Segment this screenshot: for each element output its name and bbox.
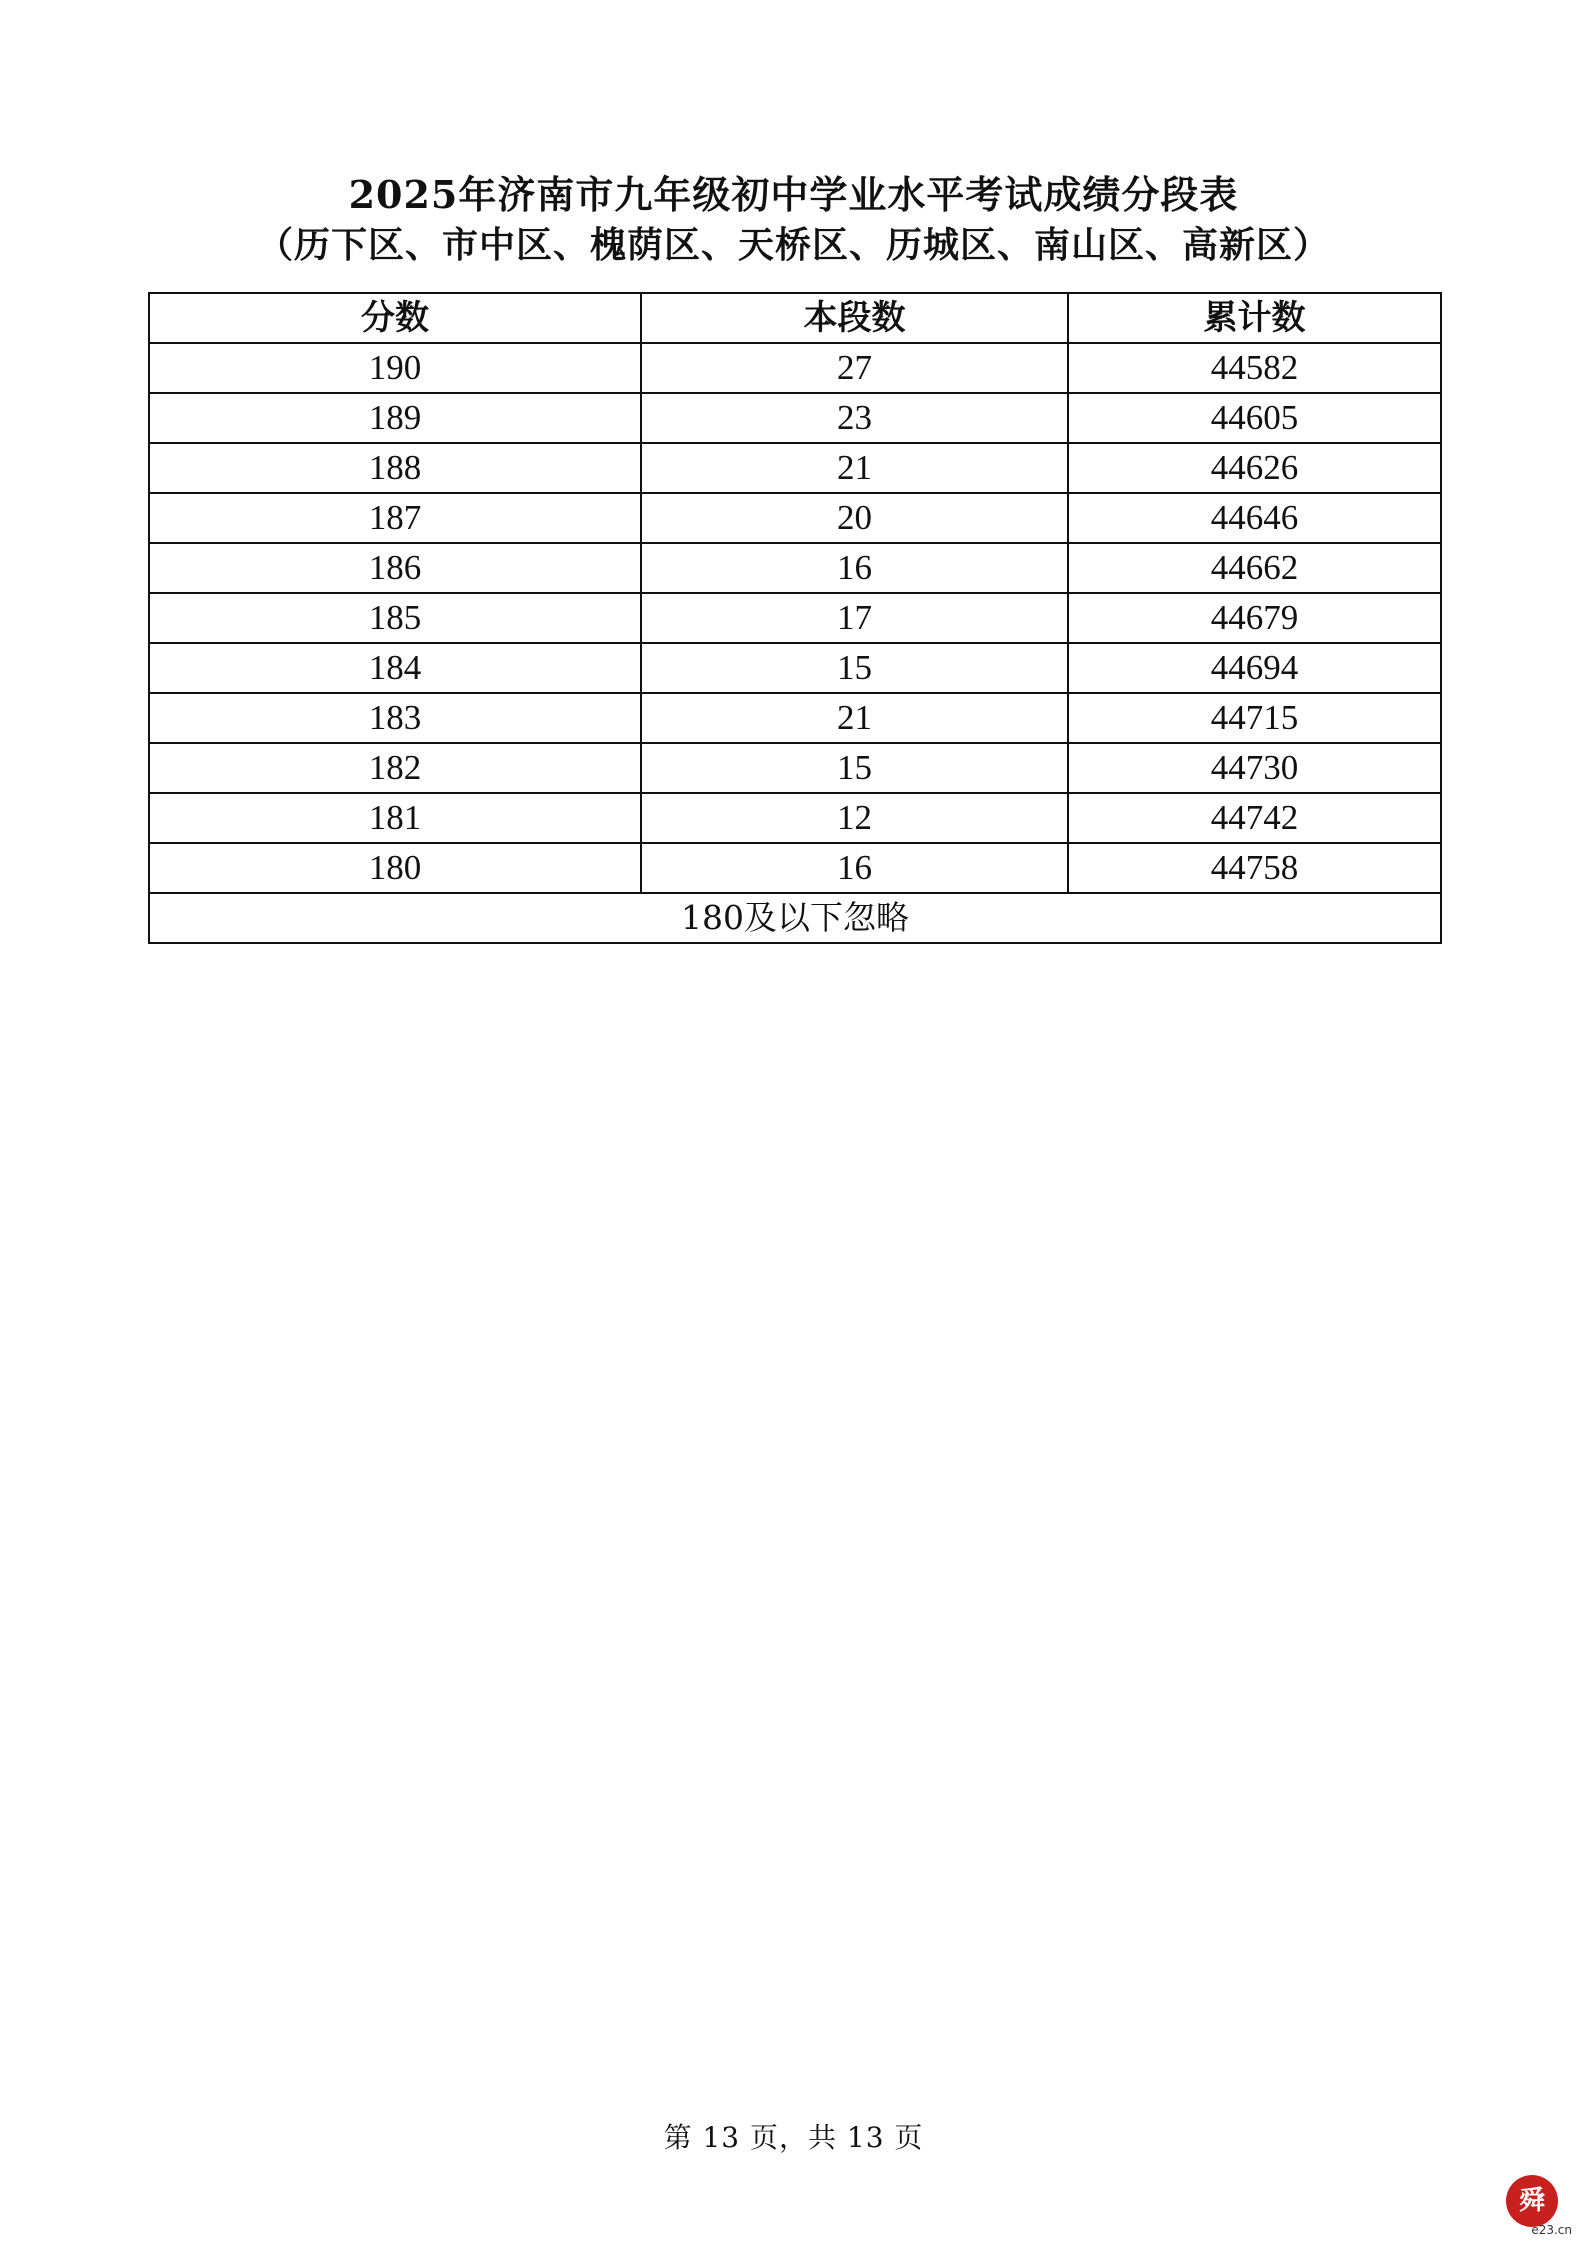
cumulative-count-cell: 44742 — [1068, 793, 1441, 843]
segment-count-cell: 15 — [641, 643, 1068, 693]
table-row — [149, 643, 1441, 693]
column-header-segment-count: 本段数 — [641, 293, 1068, 343]
score-cell: 186 — [149, 543, 641, 593]
cumulative-count-cell: 44730 — [1068, 743, 1441, 793]
cumulative-count-cell: 44694 — [1068, 643, 1441, 693]
table-row — [149, 443, 1441, 493]
cumulative-count-cell: 44646 — [1068, 493, 1441, 543]
site-domain-text: e23.cn — [1531, 2223, 1572, 2237]
table-row — [149, 743, 1441, 793]
score-cell: 182 — [149, 743, 641, 793]
cumulative-count-cell: 44715 — [1068, 693, 1441, 743]
site-logo-icon: 舜 — [1506, 2175, 1558, 2227]
table-row — [149, 793, 1441, 843]
segment-count-cell: 27 — [641, 343, 1068, 393]
table-note-row — [149, 893, 1441, 943]
table-row — [149, 493, 1441, 543]
segment-count-cell: 16 — [641, 843, 1068, 893]
page-title: 2025年济南市九年级初中学业水平考试成绩分段表 — [348, 172, 1239, 217]
page-subtitle: （历下区、市中区、槐荫区、天桥区、历城区、南山区、高新区） — [256, 224, 1330, 266]
score-cell: 187 — [149, 493, 641, 543]
cumulative-count-cell: 44758 — [1068, 843, 1441, 893]
score-cell: 181 — [149, 793, 641, 843]
cumulative-count-cell: 44662 — [1068, 543, 1441, 593]
score-distribution-table — [148, 292, 1442, 944]
segment-count-cell: 15 — [641, 743, 1068, 793]
score-cell: 180 — [149, 843, 641, 893]
table-row — [149, 693, 1441, 743]
score-cell: 190 — [149, 343, 641, 393]
table-row — [149, 593, 1441, 643]
segment-count-cell: 20 — [641, 493, 1068, 543]
page-number-text: 第 13 页，共 13 页 — [663, 2121, 924, 2154]
table-note: 180及以下忽略 — [149, 893, 1441, 943]
table-row — [149, 393, 1441, 443]
cumulative-count-cell: 44582 — [1068, 343, 1441, 393]
score-cell: 184 — [149, 643, 641, 693]
table-row — [149, 343, 1441, 393]
table-row — [149, 843, 1441, 893]
table-header-row — [149, 293, 1441, 343]
site-watermark — [1498, 2175, 1572, 2237]
cumulative-count-cell: 44605 — [1068, 393, 1441, 443]
segment-count-cell: 16 — [641, 543, 1068, 593]
column-header-score: 分数 — [149, 293, 641, 343]
score-cell: 185 — [149, 593, 641, 643]
cumulative-count-cell: 44626 — [1068, 443, 1441, 493]
score-cell: 188 — [149, 443, 641, 493]
page-footer — [0, 2118, 1587, 2158]
score-cell: 189 — [149, 393, 641, 443]
segment-count-cell: 21 — [641, 443, 1068, 493]
segment-count-cell: 23 — [641, 393, 1068, 443]
segment-count-cell: 17 — [641, 593, 1068, 643]
segment-count-cell: 21 — [641, 693, 1068, 743]
score-cell: 183 — [149, 693, 641, 743]
segment-count-cell: 12 — [641, 793, 1068, 843]
table-row — [149, 543, 1441, 593]
cumulative-count-cell: 44679 — [1068, 593, 1441, 643]
table-body — [149, 343, 1441, 943]
column-header-cumulative-count: 累计数 — [1068, 293, 1441, 343]
